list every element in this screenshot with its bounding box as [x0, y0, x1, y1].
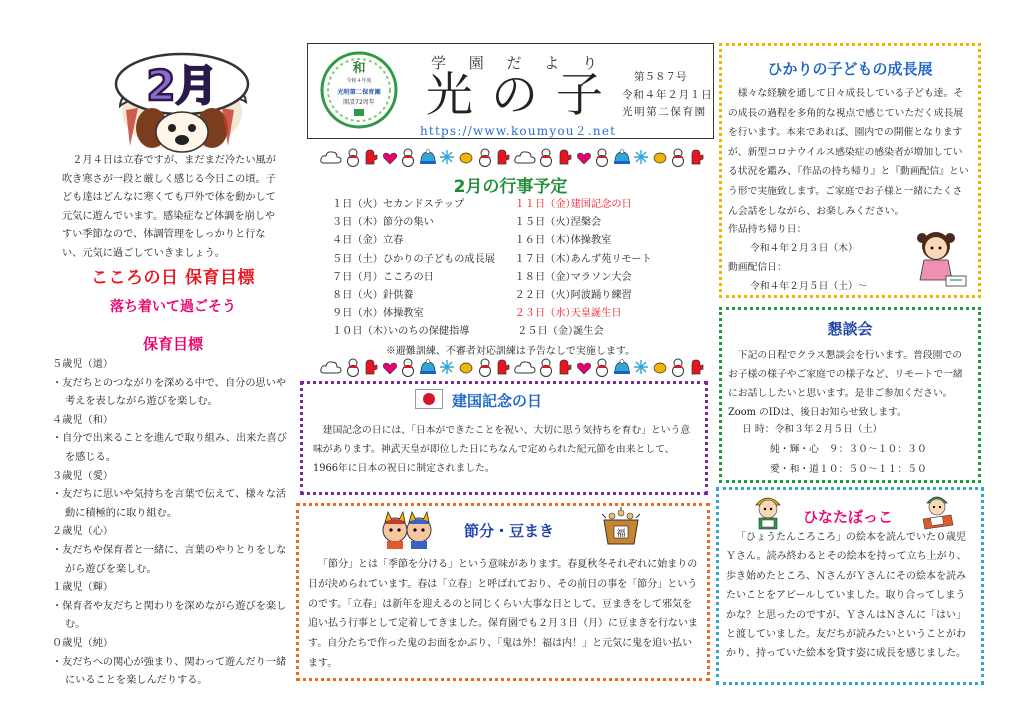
event-date: １１日（金）	[514, 199, 576, 210]
winter-deco-row	[320, 358, 705, 380]
event-name: セカンドステップ	[382, 199, 465, 210]
kenkoku-heading: 建国記念の日	[452, 392, 543, 410]
snowflake-icon	[439, 149, 455, 169]
event-name: マラソン大会	[570, 271, 632, 283]
snowman-icon	[594, 357, 610, 381]
event-date: ７日（月）	[332, 271, 383, 283]
snowman-icon	[345, 147, 361, 171]
cloud-icon	[320, 149, 342, 169]
events-note: ※避難訓練、不審者対応訓練は予告なしで実施します。	[385, 346, 636, 357]
event-date: １０日（木）	[332, 326, 394, 338]
mitten-icon	[363, 358, 379, 380]
video-date: 令和４年２月５日（土）～	[750, 281, 868, 292]
issue-number: 第５８７号	[634, 71, 687, 83]
snowman-icon	[670, 357, 686, 381]
knit-hat-icon	[613, 359, 631, 379]
event-row	[332, 287, 704, 305]
japan-flag-icon	[415, 389, 443, 409]
event-name: ひかりの子どもの成長展	[382, 253, 495, 265]
snowman-icon	[538, 357, 554, 381]
mitten-icon	[557, 148, 573, 170]
goal-age: ５歳児（道）	[52, 359, 114, 370]
goal-age: １歳児（輝）	[52, 582, 114, 594]
event-row	[332, 251, 704, 269]
kokoro-goal: 落ち着いて過ごそう	[110, 299, 236, 315]
event-name: こころの日	[382, 271, 434, 283]
kenkoku-text: 建国記念の日には、「日本ができたことを祝い、大切に思う気持ちを育む」という意味があります。神武天皇が即位した日にちなんで定められた紀元節を由来として、1966年に日本の祝日に制定されました。	[313, 425, 691, 474]
goal-age: ４歳児（和）	[52, 414, 114, 426]
growth-schedule	[728, 220, 906, 296]
goal-age: ０歳児（純）	[52, 637, 114, 649]
mitten-icon	[495, 148, 511, 170]
events-table	[332, 196, 704, 342]
newsletter-subtitle: 学 園 だ よ り	[431, 54, 607, 72]
konwa-text: 下記の日程でクラス懇談会を行います。普段園での お子様の様子やご家庭での様子など、リモートで一緒にお話ししたいと思います。是非ご参加ください。Zoom のIDは、後日お知らせ致します。	[728, 350, 963, 419]
bean-icon	[652, 150, 668, 169]
event-row	[332, 269, 704, 287]
snowman-icon	[345, 357, 361, 381]
takehome-date: 令和４年２月３日（木）	[750, 243, 858, 254]
goal-text: ・友だちに思いや気持ちを言葉で伝えて、様々な活動に積極的に取り組む。	[52, 489, 287, 519]
event-date: ２２日（火）	[514, 289, 576, 301]
cloud-icon	[514, 359, 536, 379]
growth-heading: ひかりの子どもの成長展	[767, 60, 933, 78]
event-name: 涅槃会	[570, 217, 602, 229]
goal-text: ・自分で出来ることを進んで取り組み、出来た喜びを感じる。	[52, 433, 287, 463]
konwa-date: 日 時：令和３年２月５日（土）	[742, 424, 883, 435]
event-row	[332, 232, 704, 250]
setsubun-text: 「節分」とは「季節を分ける」という意味があります。春夏秋冬それぞれに始まりの日が決められています。春は「立春」と呼ばれており、その前日の事を「節分」というのです。「立春」は新年を迎えるのと同じくらい大事な日として、豆まきをして邪気を追い払う行事として定着してきました。保育園でも２月３日（月）に豆まきを行ないます。自分たちで作った鬼のお面をかぶり、「鬼は外！福は内！」と元気に鬼を追い払います。	[308, 559, 698, 669]
event-row	[332, 196, 704, 214]
event-name: 阿波踊り練習	[570, 289, 632, 301]
heart-icon	[576, 360, 592, 379]
goal-age: ２歳児（心）	[52, 526, 114, 538]
bean-box-label: 福	[616, 529, 626, 539]
bean-icon	[458, 150, 474, 169]
snowflake-icon	[633, 359, 649, 379]
intro-text: ２月４日は立春ですが、まだまだ冷たい風が吹き寒さが一段と厳しく感じる今日この頃。子ども達はどんなに寒くても戸外で体を動かして元気に遊んでいます。感染症など体調を崩しやすい季節なので、体調管理をしっかりと行ない、元気に過ごしていきましょう。	[62, 155, 276, 259]
cloud-icon	[514, 149, 536, 169]
wreath-seal-icon	[319, 50, 399, 130]
event-row	[332, 305, 704, 323]
month-badge-text: 2月	[146, 61, 218, 110]
event-name: 体操教室	[570, 235, 612, 247]
oni-children-illustration	[379, 508, 435, 550]
event-date: １７日（木）	[514, 253, 576, 265]
event-row	[332, 323, 704, 341]
event-name: 立春	[382, 235, 404, 247]
takehome-label: 作品持ち帰り日：	[728, 224, 807, 235]
event-date: １６日（木）	[514, 235, 576, 247]
cloud-icon	[320, 359, 342, 379]
mitten-icon	[495, 358, 511, 380]
event-name: 針供養	[382, 289, 414, 301]
seal-line2: 光明第二保育園	[337, 89, 381, 96]
event-row	[332, 214, 704, 232]
heart-icon	[382, 150, 398, 169]
konwa-slot: 純・輝・心 ９：３０～１０：３０	[770, 444, 927, 455]
snowman-icon	[594, 147, 610, 171]
event-name: いのちの保健指導	[388, 326, 470, 338]
mitten-icon	[689, 148, 705, 170]
winter-deco-row	[320, 148, 705, 170]
event-name: 体操教室	[382, 308, 424, 320]
event-name: 誕生会	[573, 326, 604, 338]
event-date: ５日（土）	[332, 253, 383, 265]
knit-hat-icon	[419, 149, 437, 169]
event-date: ９日（水）	[332, 308, 383, 320]
seal-line1: 令和４年度	[346, 78, 372, 84]
goal-text: ・友だちや保育者と一緒に、言葉のやりとりをしながら遊びを楽しむ。	[52, 544, 287, 575]
heart-icon	[576, 150, 592, 169]
snowflake-icon	[439, 359, 455, 379]
konwa-slot: 愛・和・道１０：５０～１１：５０	[770, 464, 927, 475]
event-date: １５日（火）	[514, 217, 576, 229]
goal-text: ・保育者や友だちと関わりを深めながら遊びを楽しむ。	[52, 600, 287, 631]
mitten-icon	[363, 148, 379, 170]
bean-icon	[458, 360, 474, 379]
snowflake-icon	[633, 149, 649, 169]
event-date: １８日（金）	[514, 271, 576, 283]
growth-text: 様々な経験を通して日々成長している子ども達。その成長の過程を多角的な視点で感じていただく成長展を行います。本来であれば、園内での開催となりますが、新型コロナウイルス感染症の感染者が増加している状況を鑑み、『作品の持ち帰り』と『動画配信』という形で実施致します。ご家庭でお子様と一緒にたくさん会話をしながら、お楽しみください。	[728, 88, 969, 217]
seal-kanji: 和	[352, 61, 366, 76]
event-date: ３日（木）	[332, 217, 383, 229]
website-link[interactable]: https://www.koumyou２.net	[420, 124, 617, 138]
hinata-text: 「ひょうたんころころ」の絵本を読んでいた０歳児Ｙさん。読み終わるとその絵本を持って立ち上がり、歩き始めたところ、ＮさんがＹさんにその絵本を読みたいことをアピールしていました。取り合ってしまうかな？と思ったのですが、ＹさんはＮさんに「はい」と渡していました。友だちが読みたいということがわかり、持っていた絵本を貸す姿に成長を感じました。	[726, 532, 967, 660]
issue-date: 令和４年２月１日	[622, 89, 713, 101]
event-name: 節分の集い	[382, 217, 434, 229]
girl-drawing-illustration	[906, 226, 970, 290]
video-label: 動画配信日：	[728, 262, 787, 273]
girl-reading-illustration	[915, 493, 959, 533]
setsubun-heading: 節分・豆まき	[464, 522, 555, 540]
dog-with-hat-illustration	[108, 50, 256, 158]
bean-box-icon	[598, 506, 644, 548]
goal-text: ・友だちとのつながりを深める中で、自分の思いや考えを表しながら遊びを楽しむ。	[52, 377, 287, 408]
konwa-schedule	[742, 420, 974, 480]
goal-age: ３歳児（愛）	[52, 470, 114, 482]
snowman-icon	[400, 357, 416, 381]
mitten-icon	[689, 358, 705, 380]
event-date: ２５日（金）	[517, 326, 579, 338]
newsletter-title: 光の子	[426, 68, 621, 123]
hinata-heading: ひなたぼっこ	[803, 508, 894, 526]
snowman-icon	[400, 147, 416, 171]
knit-hat-icon	[613, 149, 631, 169]
event-date: ２３日（水）	[514, 308, 576, 320]
event-date: １日（火）	[332, 199, 383, 210]
school-name: 光明第二保育園	[622, 106, 707, 118]
event-date: ４日（金）	[332, 235, 383, 247]
boy-reading-illustration	[748, 493, 788, 533]
snowman-icon	[477, 147, 493, 171]
month-badge	[108, 50, 256, 158]
knit-hat-icon	[419, 359, 437, 379]
seal-line3: 開設72周年	[343, 99, 375, 106]
heart-icon	[382, 360, 398, 379]
goals-list	[52, 356, 288, 691]
event-date: ８日（火）	[332, 289, 383, 301]
snowman-icon	[538, 147, 554, 171]
goals-heading: 保育目標	[142, 335, 203, 353]
kokoro-heading: こころの日 保育目標	[91, 268, 255, 288]
snowman-icon	[670, 147, 686, 171]
mitten-icon	[557, 358, 573, 380]
event-name: 建国記念の日	[570, 199, 632, 210]
goal-text: ・友だちへの関心が強まり、関わって遊んだり一緒にいることを楽しんだりする。	[52, 656, 287, 687]
event-name: 天皇誕生日	[570, 308, 622, 320]
konwa-heading: 懇談会	[827, 320, 873, 338]
event-name: あんず苑リモート	[570, 253, 652, 265]
events-heading: 2月の行事予定	[453, 177, 568, 197]
bean-icon	[652, 360, 668, 379]
snowman-icon	[477, 357, 493, 381]
